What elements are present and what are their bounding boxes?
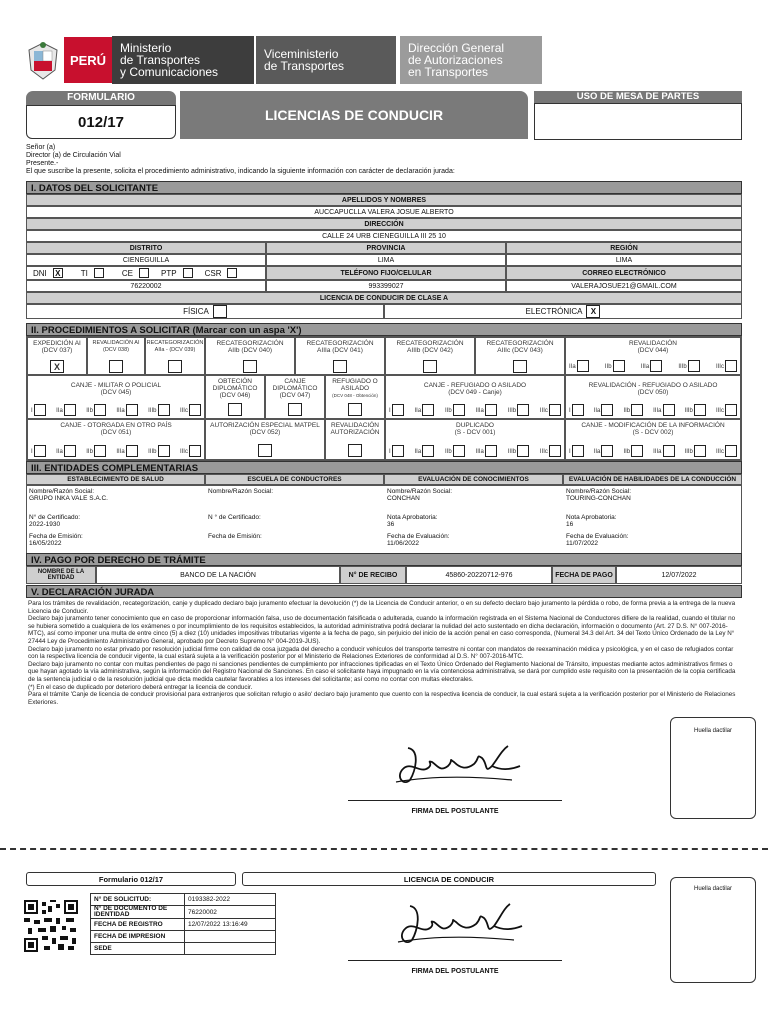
electronica-option: ELECTRÓNICA X [384,304,742,319]
form-number: 012/17 [26,105,176,139]
stub-signature [392,896,532,952]
direccion-label: DIRECCIÓN [26,218,742,230]
viceministry-banner: Viceministerio de Transportes [256,36,396,84]
proc-recat-aiiic-checkbox[interactable] [513,360,527,373]
mesa-partes-label: USO DE MESA DE PARTES [534,91,742,103]
qr-code-graphic [24,900,78,952]
proc-recat-aiiib-checkbox[interactable] [423,360,437,373]
sub-checkbox[interactable] [725,445,737,457]
apellidos-value[interactable]: AUCCAPUCLLA VALERA JOSUE ALBERTO [26,206,742,218]
proc-refugiado[interactable]: REFUGIADO O ASILADO (DCV 048 - Obtención) [325,375,385,419]
proc-recat-aiib-checkbox[interactable] [243,360,257,373]
ministry-banner: Ministerio de Transportes y Comunicaciones [112,36,254,84]
conocimientos-block[interactable]: Nombre/Razón Social: CONCHAN Nota Aprobatoria: 36 Fecha de Evaluación: 11/06/2022 [387,488,453,547]
proc-canje-militar[interactable]: CANJE - MILITAR O POLICIAL (DCV 045) I IIa IIb IIIa IIIb IIIc [27,375,205,419]
stub-form-label: Formulario 012/17 [26,872,236,886]
proc-revalidacion-ai[interactable]: REVALIDACIÓN AI (DCV 038) [87,337,145,375]
proc-canje-refugiado[interactable]: CANJE - REFUGIADO O ASILADO (DCV 049 - Canje) I IIa IIb IIIa IIIb IIIc [385,375,565,419]
doc-type-selector: DNI X TI CE PTP CSR [26,266,266,280]
signature-label: FIRMA DEL POSTULANTE [411,808,499,815]
ti-checkbox[interactable] [94,268,104,278]
peru-flag-label: PERÚ [64,37,112,83]
telefono-label: TELÉFONO FIJO/CELULAR [266,266,506,280]
declaration-text: Para los trámites de revalidación, recategorización, canje y duplicado declaro bajo juramento efectuar la devolución (*) de la Licencia de Conducir anterior, o en su defecto declaro bajo juramento la pérdida o robo, de forma previa a la entrega de la nueva Licencia de Conducir. Declaro bajo juramento tener conocimiento que en caso de proporcionar información falsa, uso de documentación falsificada o adulterada, cuando la información registrada en el Sistema Nacional de Conductores difiere de la realidad, cuando el titular no se hubiera sometido a cualquiera de los exámenes o por incumplimiento de los requisitos establecidos, la autoridad administrativa podrá declarar la nulidad del acto sustentado en dicha declaración, información o documento (Art. 27 D.S. N° 007-2016-MTC), así como imponer una multa de entre cinco (5) a diez (10) unidades impositivas tributarias vigente a la fecha de pago, sin perjuicio del inicio de la acción penal en caso corresponda, (Numeral 34.3 del Art. 34 del Texto Único Ordenado de la Ley N° 27444 Ley de Procedimiento Administrativo General, aprobado por Decreto Supremo N° 004-2019-JUS). Declaro bajo juramento no estar privado por resolución judicial firme con calidad de cosa juzgada del derecho a conducir vehículos del transporte terrestre ni contar con mandatos de reexaminación médica y psicológica, y en el caso de refugiados contar con la respectiva licencia de conducir vigente, la cual estará sujeta a la verificación posterior por el Ministerio de Relaciones Exteriores de conformidad al D.S. N° 007-2016-MTC. Declaro bajo juramento no contar con multas pendientes de pago ni sanciones pendientes de cumplimiento por infracciones tipificadas en el Texto Único Ordenado del Reglamento Nacional de Tránsito, impuestas mediante actos administrativos firmes o que hayan agotado la vía administrativa, según la información del Registro Nacional de Sanciones. En caso el solicitante haya impugnado en la vía contenciosa administrativa, se dará por cumplido este requisito con la presentación de la copia certificada de la sentencia judicial o de la resolución judicial que dicta medida cautelar favorables a los intereses del solicitante; así como no contar con multas electorales. (*) En el caso de duplicado por deterioro deberá entregar la licencia de conducir. Para el trámite 'Canje de licencia de conducir provisional para extranjeros que solicitan refugio o asilo' declaro bajo juramento que cuento con la respectiva licencia de conducir, la cual estará sujeta a la verificación posterior por el Ministerio de Relaciones Exteriores. [28,600,736,706]
sub-checkbox[interactable] [485,404,497,416]
stub-signature-line [348,960,562,961]
telefono-value[interactable]: 993399027 [266,280,506,292]
section-2-title: II. PROCEDIMIENTOS A SOLICITAR (Marcar con un aspa 'X') [26,323,742,336]
col-salud: ESTABLECIMIENTO DE SALUD [26,474,205,485]
reval-iiib-checkbox[interactable] [688,360,700,372]
sub-checkbox[interactable] [64,445,76,457]
sub-checkbox[interactable] [601,404,613,416]
direccion-value[interactable]: CALLE 24 URB CIENEGUILLA III 25 10 [26,230,742,242]
proc-canje-diplomatico[interactable]: CANJE DIPLOMÁTICO (DCV 047) [265,375,325,419]
sub-checkbox[interactable] [517,445,529,457]
sub-checkbox[interactable] [572,445,584,457]
apellidos-label: APELLIDOS Y NOMBRES [26,194,742,206]
col-escuela: ESCUELA DE CONDUCTORES [205,474,384,485]
stub-signature-scribble [392,896,532,952]
obtencion-diplomatico-checkbox[interactable] [228,403,242,416]
qr-code [24,900,78,952]
canje-otro-pais-subs: I IIa IIb IIIa IIIb IIIc [31,445,201,457]
stub-info-table [90,893,276,955]
reval-subcategories: IIa IIb IIIa IIIb IIIc [569,360,737,372]
proc-revalidacion-checkbox[interactable] [109,360,123,373]
section-3-title: III. ENTIDADES COMPLEMENTARIAS [26,461,742,474]
section-1-body [26,194,742,319]
doc-number[interactable]: 76220002 [26,280,266,292]
proc-expedicion-checkbox[interactable]: X [50,360,64,373]
reval-autorizacion-checkbox[interactable] [348,444,362,457]
col-habilidades: EVALUACIÓN DE HABILIDADES DE LA CONDUCCIÓN [563,474,742,485]
reval-refugiado-subs: I IIa IIb IIIa IIIb IIIc [569,404,737,416]
sub-checkbox[interactable] [663,404,675,416]
salud-block[interactable]: Nombre/Razón Social: GRUPO INKA VALE S.A.C. N° de Certificado: 2022-1930 Fecha de Emisión: 16/05/2022 [29,488,108,547]
direction-banner: Dirección General de Autorizaciones en Transportes [400,36,542,84]
correo-label: CORREO ELECTRÓNICO [506,266,742,280]
canje-militar-subs: I IIa IIb IIIa IIIb IIIc [31,404,201,416]
stub-row: N° DE SOLICITUD: 0193382-2022 [91,894,276,906]
proc-canje-otro-pais[interactable]: CANJE - OTORGADA EN OTRO PAÍS (DCV 051) I IIa IIb IIIa IIIb IIIc [27,419,205,460]
stub-row: FECHA DE REGISTRO 12/07/2022 13:16:49 [91,919,276,931]
sub-checkbox[interactable] [94,445,106,457]
sub-checkbox[interactable] [189,404,201,416]
reval-iiic-checkbox[interactable] [725,360,737,372]
col-conocimientos: EVALUACIÓN DE CONOCIMIENTOS [384,474,563,485]
fisica-checkbox[interactable] [213,305,227,318]
stub-signature-label: FIRMA DEL POSTULANTE [411,968,499,975]
sub-checkbox[interactable] [158,404,170,416]
section-4-title: IV. PAGO POR DERECHO DE TRÁMITE [26,553,742,566]
sub-checkbox[interactable] [549,404,561,416]
electronica-checkbox[interactable]: X [586,305,600,318]
proc-matpel[interactable]: AUTORIZACIÓN ESPECIAL MATPEL (DCV 052) [205,419,325,460]
recibo-label: N° DE RECIBO [340,566,406,584]
entidad-value[interactable]: BANCO DE LA NACIÓN [96,566,340,584]
stub-row: SEDE [91,943,276,955]
fecha-pago-value[interactable]: 12/07/2022 [616,566,742,584]
canje-diplomatico-checkbox[interactable] [288,403,302,416]
sub-checkbox[interactable] [485,445,497,457]
habilidades-block[interactable]: Nombre/Razón Social: TOURING-CONCHAN Nota Aprobatoria: 16 Fecha de Evaluación: 11/07/2022 [566,488,632,547]
signature [390,740,530,790]
sub-checkbox[interactable] [34,445,46,457]
sub-checkbox[interactable] [94,404,106,416]
stub-row: N° DE DOCUMENTO DE IDENTIDAD 76220002 [91,906,276,919]
proc-reval-autorizacion[interactable]: REVALIDACIÓN AUTORIZACIÓN [325,419,385,460]
proc-recat-aiiic[interactable]: RECATEGORIZACIÓN AIIIc (DCV 043) [475,337,565,375]
fecha-pago-label: FECHA DE PAGO [552,566,616,584]
sub-checkbox[interactable] [126,404,138,416]
mesa-partes-box[interactable] [534,103,742,140]
region-value[interactable]: LIMA [506,254,742,266]
sub-checkbox[interactable] [189,445,201,457]
proc-recat-aiib[interactable]: RECATEGORIZACIÓN AIIb (DCV 040) [205,337,295,375]
sub-checkbox[interactable] [631,404,643,416]
correo-value[interactable]: VALERAJOSUE21@GMAIL.COM [506,280,742,292]
sub-checkbox[interactable] [663,445,675,457]
sub-checkbox[interactable] [549,445,561,457]
section-2-body [26,336,742,461]
escuela-block[interactable]: Nombre/Razón Social: N ° de Certificado: Fecha de Emisión: [208,488,274,540]
reval-iib-checkbox[interactable] [613,360,625,372]
recibo-value[interactable]: 45860-20220712-976 [406,566,552,584]
sub-checkbox[interactable] [392,404,404,416]
proc-revalidacion[interactable]: REVALIDACIÓN (DCV 044) IIa IIb IIIa IIIb IIIc [565,337,741,375]
peru-coat-of-arms [24,40,62,82]
sub-checkbox[interactable] [64,404,76,416]
sub-checkbox[interactable] [453,404,465,416]
provincia-label: PROVINCIA [266,242,506,254]
dni-checkbox[interactable]: X [53,268,63,278]
section-1-title: I. DATOS DEL SOLICITANTE [26,181,742,194]
signature-scribble [390,740,530,790]
cut-line [0,848,768,850]
sub-checkbox[interactable] [694,404,706,416]
sub-checkbox[interactable] [601,445,613,457]
duplicado-subs: I IIa IIb IIIa IIIb IIIc [389,445,561,457]
provincia-value[interactable]: LIMA [266,254,506,266]
proc-recat-aiiia[interactable]: RECATEGORIZACIÓN AIIIa (DCV 041) [295,337,385,375]
intro-text: Señor (a) Director (a) de Circulación Vial Presente.- El que suscribe la presente, solicita el procedimiento administrativo, indicando la siguiente información con carácter de declaración jurada: [26,144,455,175]
sub-checkbox[interactable] [572,404,584,416]
stub-fingerprint-box[interactable]: Huella dactilar [670,877,756,983]
sub-checkbox[interactable] [34,404,46,416]
ce-checkbox[interactable] [139,268,149,278]
canje-modificacion-subs: I IIa IIb IIIa IIIb IIIc [569,445,737,457]
sub-checkbox[interactable] [517,404,529,416]
proc-canje-modificacion[interactable]: CANJE - MODIFICACIÓN DE LA INFORMACIÓN (S - DCV 002) I IIa IIb IIIa IIIb IIIc [565,419,741,460]
entidad-label: NOMBRE DE LA ENTIDAD [26,566,96,584]
fisica-option: FÍSICA [26,304,384,319]
sub-checkbox[interactable] [631,445,643,457]
sub-checkbox[interactable] [126,445,138,457]
refugiado-checkbox[interactable] [348,403,362,416]
sub-checkbox[interactable] [694,445,706,457]
section-4-body [26,566,742,584]
distrito-label: DISTRITO [26,242,266,254]
signature-line [348,800,562,801]
sub-checkbox[interactable] [422,445,434,457]
stub-row: FECHA DE IMPRESION [91,931,276,943]
sub-checkbox[interactable] [392,445,404,457]
sub-checkbox[interactable] [158,445,170,457]
reval-iia-checkbox[interactable] [577,360,589,372]
canje-refugiado-subs: I IIa IIb IIIa IIIb IIIc [389,404,561,416]
proc-reval-refugiado[interactable]: REVALIDACIÓN - REFUGIADO O ASILADO (DCV 050) I IIa IIb IIIa IIIb IIIc [565,375,741,419]
proc-obtencion-diplomatico[interactable]: OBTECIÓN DIPLOMÁTICO (DCV 046) [205,375,265,419]
fingerprint-box[interactable]: Huella dactilar [670,717,756,819]
sub-checkbox[interactable] [422,404,434,416]
form-label: FORMULARIO [26,91,176,105]
stub-title: LICENCIA DE CONDUCIR [242,872,656,886]
reval-iiia-checkbox[interactable] [650,360,662,372]
sub-checkbox[interactable] [725,404,737,416]
proc-recat-aiiib[interactable]: RECATEGORIZACIÓN AIIIb (DCV 042) [385,337,475,375]
matpel-checkbox[interactable] [258,444,272,457]
proc-expedicion-ai[interactable]: EXPEDICIÓN AI (DCV 037) X [27,337,87,375]
section-5-title: V. DECLARACIÓN JURADA [26,585,742,598]
distrito-value[interactable]: CIENEGUILLA [26,254,266,266]
proc-duplicado[interactable]: DUPLICADO (S - DCV 001) I IIa IIb IIIa IIIb IIIc [385,419,565,460]
section-3-body [26,474,742,557]
ptp-checkbox[interactable] [183,268,193,278]
proc-recat-aiia[interactable]: RECATEGORIZACIÓN AIIa - (DCV 039) [145,337,205,375]
form-title: LICENCIAS DE CONDUCIR [180,91,528,139]
proc-recat-aiiia-checkbox[interactable] [333,360,347,373]
proc-recat-aiia-checkbox[interactable] [168,360,182,373]
sub-checkbox[interactable] [453,445,465,457]
csr-checkbox[interactable] [227,268,237,278]
clase-label: LICENCIA DE CONDUCIR DE CLASE A [26,292,742,304]
region-label: REGIÓN [506,242,742,254]
